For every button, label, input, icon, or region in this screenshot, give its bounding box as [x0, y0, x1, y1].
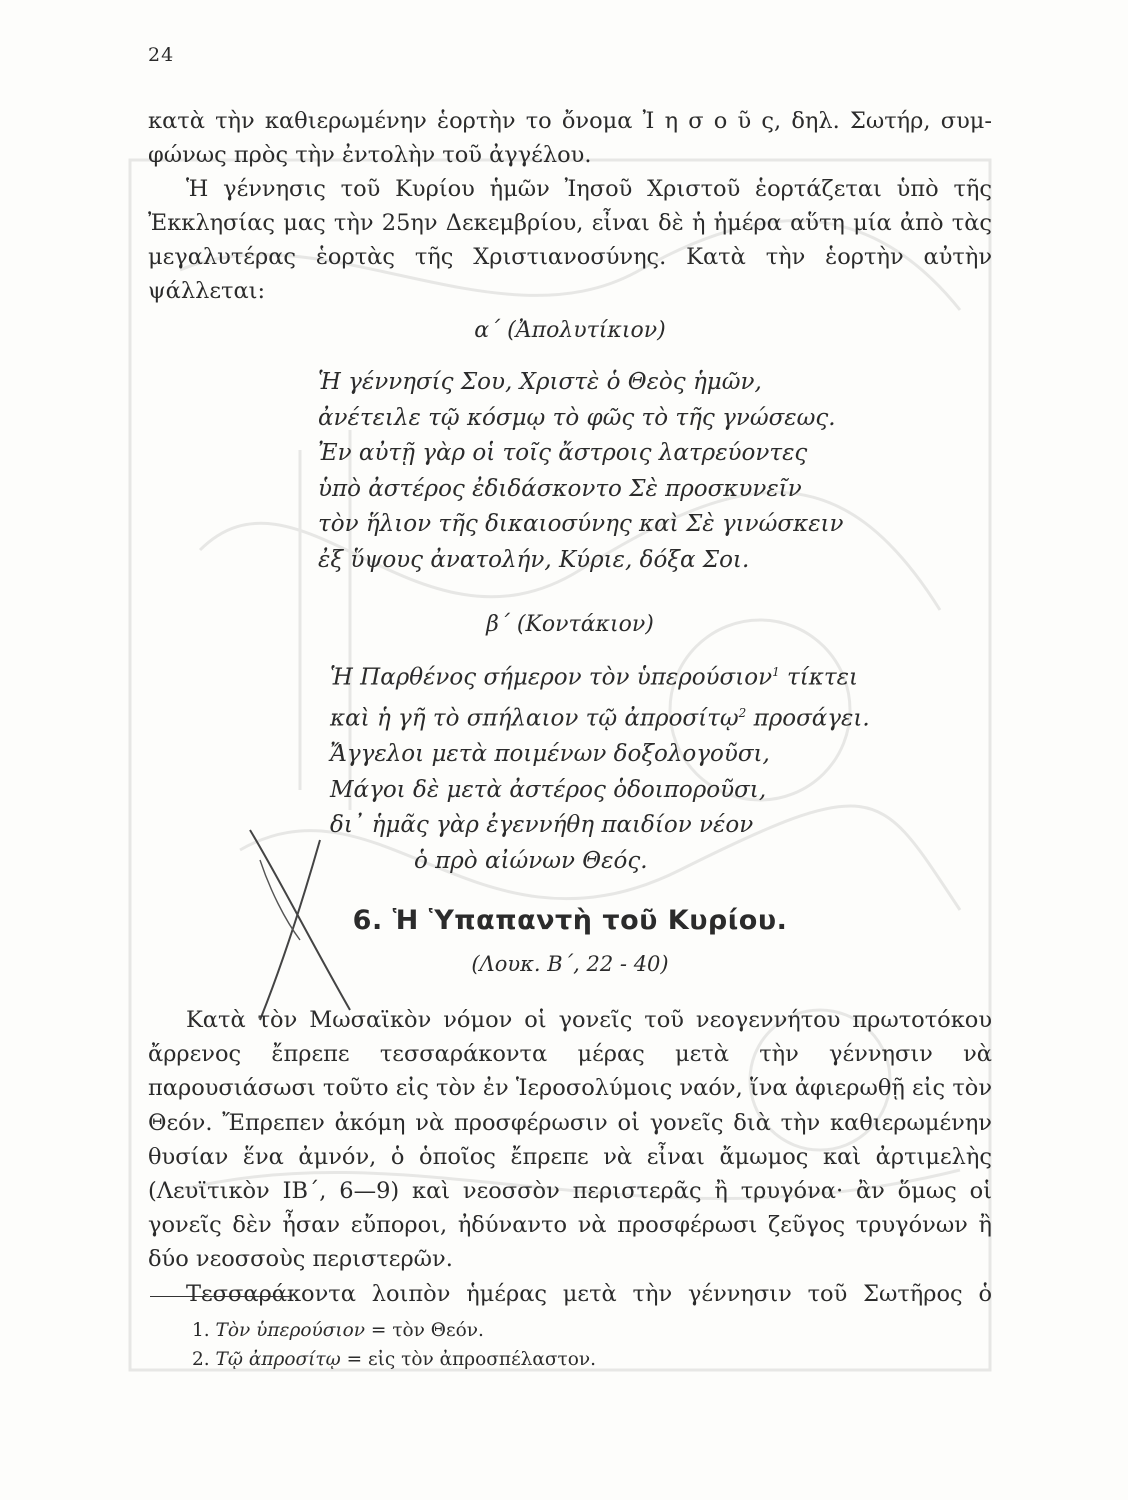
footnote-term: Τῷ ἀπροσίτῳ [215, 1349, 341, 1370]
footnote-definition: τὸν Θεόν. [392, 1320, 484, 1341]
paragraph: Κατὰ τὸν Μωσαϊκὸν νόμον οἱ γονεῖς τοῦ νεογεννήτου πρωτοτόκου ἄρρενος ἔπρεπε τεσσαράκοντα μέρας μετὰ τὴν γέννησιν νὰ παρουσιάσωσι τοῦτο εἰς τὸν ἐν Ἱεροσολύμοις ναόν, ἵνα ἀφιερωθῇ εἰς τὸν Θεόν. Ἔπρεπεν ἀκόμη νὰ προσφέρωσιν οἱ γονεῖς διὰ τὴν καθιερωμένην θυσίαν ἕνα ἀμνόν, ὁ ὁποῖος ἔπρεπε νὰ εἶναι ἄμωμος καὶ ἀρτιμελὴς (Λευϊτικὸν ΙΒ΄, 6—9) καὶ νεοσσὸν περιστερᾶς ἢ τρυγόνα· ἂν ὅμως οἱ γονεῖς δὲν ἦσαν εὔποροι, ἠδύναντο νὰ προσφέρωσι ζεῦγος τρυγόνων ἢ δύο νεοσσοὺς περιστερῶν. [148, 1007, 992, 1273]
footnote-mark: 2 [738, 706, 747, 721]
verse-line: ἐξ ὕψους ἀνατολήν, Κύριε, δόξα Σοι. [318, 546, 750, 573]
main-text [148, 1003, 992, 1311]
verse-line: δι᾿ ἡμᾶς γὰρ ἐγεννήθη παιδίον νέον [330, 812, 754, 839]
verse-line: Ἄγγελοι μετὰ ποιμένων δοξολογοῦσι, [330, 741, 770, 768]
verse-line: ὑπὸ ἀστέρος ἐδιδάσκοντο Σὲ προσκυνεῖν [318, 475, 802, 502]
footnote-separator: = [346, 1349, 363, 1370]
intro-line-2: φώνως πρὸς τὴν ἐντολὴν τοῦ ἀγγέλου. [148, 142, 592, 168]
verse-line [330, 655, 870, 696]
intro-continuation: Ἡ γέννησις τοῦ Κυρίου ἡμῶν Ἰησοῦ Χριστοῦ ἑορτάζεται ὑπὸ τῆς Ἐκκλησίας μας τὴν 25ην Δεκεμβρίου, εἶναι δὲ ἡ ἡμέρα αὕτη μία ἀπὸ τὰς μεγαλυτέρας ἑορτὰς τῆς Χριστιανοσύνης. Κατὰ τὴν ἑορτὴν αὐτὴν ψάλλεται: [148, 176, 992, 304]
verse-tail: προσάγει. [753, 705, 870, 732]
section-reference: (Λουκ. Β΄, 22 - 40) [471, 952, 669, 976]
footnote-separator: = [370, 1320, 387, 1341]
section-title: 6. Ἡ Ὑπαπαντὴ τοῦ Κυρίου. [352, 905, 788, 936]
hymn-b-verse [330, 655, 870, 879]
verse-line: τὸν ἥλιον τῆς δικαιοσύνης καὶ Σὲ γινώσκειν [318, 511, 844, 537]
verse-tail: τίκτει [787, 664, 858, 691]
verse-line: Μάγοι δὲ μετὰ ἀστέρος ὁδοιποροῦσι, [330, 776, 767, 803]
footnotes [192, 1316, 596, 1374]
paragraph: Τεσσαράκοντα λοιπὸν ἡμέρας μετὰ τὴν γέννησιν τοῦ Σωτῆρος ὁ [186, 1280, 992, 1307]
verse-line: ὁ πρὸ αἰώνων Θεός. [414, 847, 648, 874]
intro-line-1: κατὰ τὴν καθιερωμένην ἑορτὴν το ὄνομα Ἰ η σ ο ῦ ς, δηλ. Σωτήρ, συμ- [148, 108, 992, 134]
verse-text: καὶ ἡ γῆ τὸ σπήλαιον τῷ ἀπροσίτῳ [330, 705, 739, 732]
verse-line: Ἡ γέννησίς Σου, Χριστὲ ὁ Θεὸς ἡμῶν, [318, 369, 762, 395]
hymn-a-verse [318, 365, 844, 578]
hymn-b-label: β΄ (Κοντάκιον) [486, 612, 654, 637]
verse-text: Ἡ Παρθένος σήμερον τὸν ὑπερούσιον [330, 664, 773, 691]
verse-line [330, 696, 870, 737]
intro-paragraph [148, 104, 992, 308]
footnote-definition: εἰς τὸν ἀπροσπέλαστον. [368, 1349, 596, 1370]
footnote-number: 2. [192, 1349, 210, 1370]
footnote-number: 1. [192, 1320, 210, 1341]
verse-line: ἀνέτειλε τῷ κόσμῳ τὸ φῶς τὸ τῆς γνώσεως. [318, 404, 836, 431]
footnote-mark: 1 [772, 665, 780, 679]
verse-line: Ἐν αὐτῇ γὰρ οἱ τοῖς ἄστροις λατρεύοντες [318, 440, 808, 466]
page-number: 24 [148, 44, 175, 66]
footnote-divider [150, 1296, 292, 1297]
footnote [192, 1345, 596, 1374]
hymn-a-label: α΄ (Ἀπολυτίκιον) [474, 318, 666, 343]
footnote [192, 1316, 596, 1345]
footnote-term: Τὸν ὑπερούσιον [215, 1320, 366, 1341]
